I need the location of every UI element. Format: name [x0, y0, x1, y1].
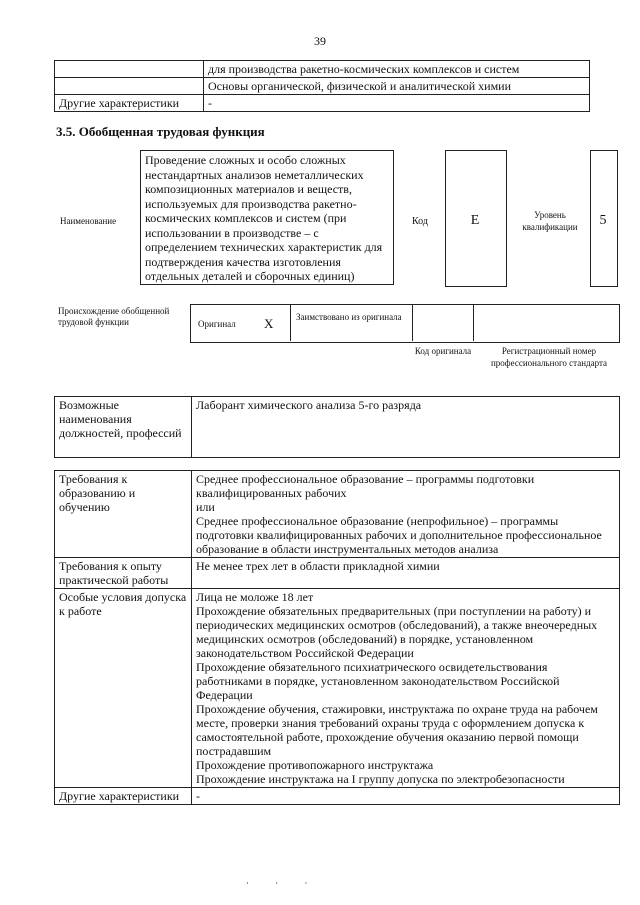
experience-label: Требования к опыту практической работы: [55, 558, 192, 589]
table-row: [55, 78, 590, 95]
row-label: [55, 78, 204, 95]
code-value: E: [470, 213, 480, 228]
top-continuation-table: [54, 60, 590, 112]
education-line: или: [196, 500, 215, 514]
section-title: 3.5. Обобщенная трудовая функция: [56, 124, 265, 139]
table-row: [55, 558, 620, 589]
row-value: -: [204, 95, 590, 112]
origin-box: [190, 304, 620, 343]
original-label: Оригинал: [198, 319, 236, 329]
code-original-caption: Код оригинала: [414, 346, 472, 356]
original-mark: X: [264, 316, 274, 331]
education-line: Среднее профессиональное образование (непрофильное) – программы подготовки квалифицированных рабочих и дополнительное профессиональное образование в области инструментальных методов анализа: [196, 514, 602, 556]
level-value: 5: [599, 213, 607, 228]
positions-label: Возможные наименования должностей, профессий: [55, 397, 192, 458]
registration-number-caption: Регистрационный номер профессионального стандарта: [490, 346, 608, 368]
positions-value: Лаборант химического анализа 5-го разряда: [192, 397, 620, 458]
origin-divider: [290, 304, 291, 341]
education-line: Среднее профессиональное образование – программы подготовки квалифицированных рабочих: [196, 472, 535, 500]
origin-divider: [473, 304, 474, 341]
table-row: [55, 471, 620, 558]
bottom-marks: · · ·: [246, 878, 320, 888]
level-label: Уровень квалификации: [522, 210, 578, 232]
code-label: Код: [412, 216, 428, 227]
conditions-label: Особые условия допуска к работе: [55, 589, 192, 788]
row-label: Другие характеристики: [55, 95, 204, 112]
table-row: [55, 788, 620, 805]
table-row: [55, 397, 620, 458]
table-row: [55, 589, 620, 788]
table-row: [55, 61, 590, 78]
origin-label: Происхождение обобщенной трудовой функции: [58, 306, 170, 327]
table-row: [55, 95, 590, 112]
experience-value: Не менее трех лет в области прикладной химии: [192, 558, 620, 589]
condition-line: Прохождение обязательного психиатрического освидетельствования работниками в порядке, установленном законодательством Российской Федерации: [196, 660, 560, 702]
row-label: [55, 61, 204, 78]
page-number: 39: [314, 34, 326, 48]
row-value: Основы органической, физической и аналитической химии: [204, 78, 590, 95]
education-label: Требования к образованию и обучению: [55, 471, 192, 558]
requirements-table: [54, 470, 620, 805]
conditions-value: [192, 589, 620, 788]
name-label: Наименование: [60, 216, 117, 226]
positions-table: [54, 396, 620, 458]
function-name-box: Проведение сложных и особо сложных нестандартных анализов неметаллических композиционных материалов и веществ, используемых для производства ракетно-космических комплексов и систем (при использовании в производстве – с определением технических характеристик для подтверждения качества изготовления отдельных деталей и сборочных единиц): [140, 150, 394, 285]
origin-divider: [412, 304, 413, 341]
education-value: [192, 471, 620, 558]
other-label: Другие характеристики: [55, 788, 192, 805]
row-value: для производства ракетно-космических комплексов и систем: [204, 61, 590, 78]
borrowed-label: Заимствовано из оригинала: [296, 312, 402, 322]
condition-line: Прохождение обучения, стажировки, инструктажа по охране труда на рабочем месте, проверки знания требований охраны труда с оформлением допуска к самостоятельной работе, прохождение обучения оказанию первой помощи пострадавшим: [196, 702, 598, 758]
other-value: -: [192, 788, 620, 805]
condition-line: Прохождение противопожарного инструктажа: [196, 758, 434, 772]
condition-line: Прохождение обязательных предварительных (при поступлении на работу) и периодических медицинских осмотров (обследований), а также внеочередных медицинских осмотров (обследований) в порядке, установленном законодательством Российской Федерации: [196, 604, 598, 660]
condition-line: Прохождение инструктажа на I группу допуска по электробезопасности: [196, 772, 565, 786]
condition-line: Лица не моложе 18 лет: [196, 590, 314, 604]
